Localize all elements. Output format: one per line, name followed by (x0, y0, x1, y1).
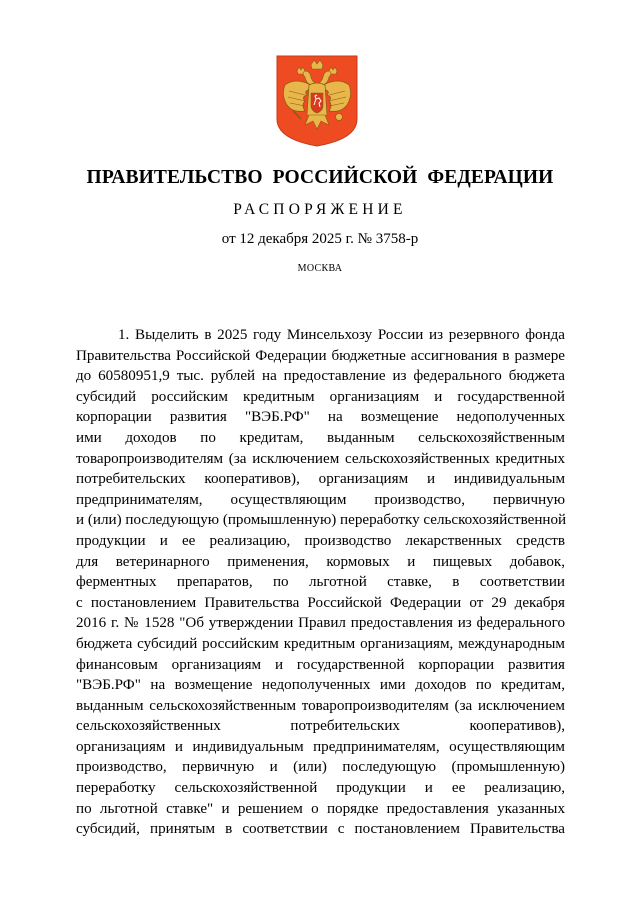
body-line: "ВЭБ.РФ" на возмещение недополученных ими доходов по кредитам, (76, 677, 565, 694)
body-line: предпринимателям, осуществляющим производство, первичную (76, 491, 565, 508)
body-line: с постановлением Правительства Российской Федерации от 29 декабря (76, 594, 565, 611)
body-line: продукции и ее реализацию, производство лекарственных средств (76, 532, 565, 549)
body-line: сельскохозяйственных потребительских кооперативов), (76, 718, 565, 735)
body-line: для ветеринарного применения, кормовых и пищевых добавок, (76, 553, 565, 570)
government-title: ПРАВИТЕЛЬСТВО РОССИЙСКОЙ ФЕДЕРАЦИИ (86, 167, 554, 188)
body-line: ферментных препаратов, по льготной ставке, в соответствии (76, 574, 565, 591)
body-line: переработку сельскохозяйственной продукции и ее реализацию, (76, 780, 565, 797)
body-line: ими доходов по кредитам, выданным сельскохозяйственным (76, 429, 565, 446)
coat-of-arms-russia-icon (275, 55, 359, 147)
document-city: МОСКВА (297, 263, 343, 274)
document-body (76, 325, 565, 840)
body-line: организациям и индивидуальным предпринимателям, осуществляющим (76, 738, 565, 755)
body-line: потребительских кооперативов), организациям и индивидуальным (76, 471, 565, 488)
body-line: субсидий, принятым в соответствии с постановлением Правительства (76, 821, 565, 838)
body-line: до 60580951,9 тыс. рублей на предоставление из федерального бюджета (76, 368, 565, 385)
body-line: товаропроизводителям (за исключением сельскохозяйственных кредитных (76, 450, 565, 467)
body-line: корпорации развития "ВЭБ.РФ" на возмещение недополученных (76, 409, 565, 426)
body-line: субсидий российским кредитным организациям и государственной (76, 388, 565, 405)
body-line: финансовым организациям и государственной корпорации развития (76, 656, 565, 673)
body-line: Правительства Российской Федерации бюджетные ассигнования в размере (76, 347, 565, 364)
body-line: бюджета субсидий российским кредитным организациям, международным (76, 635, 565, 652)
document-date-number: от 12 декабря 2025 г. № 3758-р (221, 231, 419, 247)
body-line: и (или) последующую (промышленную) переработку сельскохозяйственной (76, 512, 567, 529)
body-line: по льготной ставке" и решением о порядке предоставления указанных (76, 800, 565, 817)
body-line: выданным сельскохозяйственным товаропроизводителям (за исключением (76, 697, 565, 714)
body-line: 1. Выделить в 2025 году Минсельхозу России из резервного фонда (118, 327, 565, 343)
body-line: 2016 г. № 1528 "Об утверждении Правил предоставления из федерального (76, 615, 565, 632)
body-line: производство, первичную и (или) последующую (промышленную) (76, 759, 565, 776)
document-type: РАСПОРЯЖЕНИЕ (233, 201, 407, 218)
